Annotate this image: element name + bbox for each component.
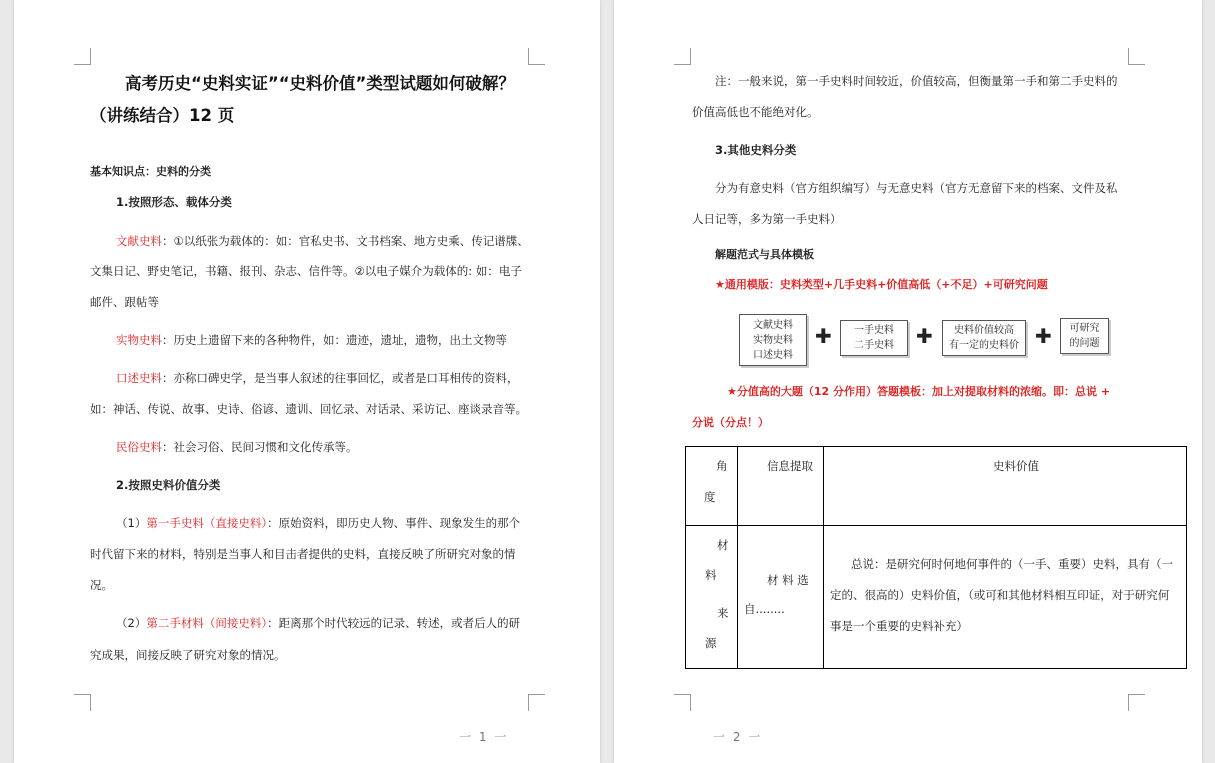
koushu-paragraph [116,369,519,387]
shiwu-label: 实物史料 [116,333,162,347]
first-hand-label: 第一手史料（直接史料） [146,516,268,530]
header-info: 信息提取 [767,459,813,473]
section1-heading: 1.按照形态、载体分类 [116,195,232,209]
flow-box-line: 实物史料 [753,334,793,346]
wenxian-paragraph [116,232,529,250]
value-line3: 事是一个重要的史料补充） [830,619,968,633]
minsu-paragraph [116,438,358,456]
section2-heading: 2.按照史料价值分类 [116,478,221,492]
big-question-line2: 分说（分点！） [692,416,769,429]
crop-mark [528,48,545,65]
other-line2: 人日记等，多为第一手史料） [692,212,842,226]
plus-icon: ✚ [815,324,832,348]
crop-mark [1128,48,1145,65]
first-hand-line1: ：原始资料，即历史人物、事件、现象发生的那个 [267,516,521,530]
flow-box-questions [1060,318,1109,354]
info-line2: 自........ [744,602,785,616]
note-line1: 注：一般来说，第一手史料时间较近，价值较高，但衡量第一手和第二手史料的 [715,74,1118,88]
header-value: 史料价值 [993,459,1039,473]
flow-box-line: 的问题 [1069,338,1100,349]
table-cell-value [824,526,1187,669]
table-cell-info [738,526,824,669]
flow-box-line: 一手史料 [854,325,894,336]
first-hand-line3: 况。 [90,578,113,592]
first-hand-prefix: （1） [116,516,147,530]
header-angle-a: 角 [716,459,728,473]
flow-box-line: 二手史料 [854,340,894,351]
document-page-2 [614,0,1202,763]
second-hand-line1: ：距离那个时代较远的记录、转述，或者后人的研 [267,616,521,630]
flow-box-source-types [739,314,807,366]
table-cell-source [686,526,738,669]
second-hand-label: 第二手材料（间接史料） [146,616,268,630]
table-header-cell-info [738,447,824,526]
second-hand-line2: 究成果，间接反映了研究对象的情况。 [90,648,286,662]
source-char: 料 [705,568,717,582]
crop-mark [74,694,91,711]
section3-heading: 3.其他史料分类 [715,143,797,157]
value-line2: 定的、很高的）史料价值，（或可和其他材料相互印证，对于研究何 [830,588,1170,602]
wenxian-line2: 文集日记、野史笔记，书籍、报刊、杂志、信件等。②以电子媒介为载体的: 如：电子 [90,264,522,278]
crop-mark [1128,694,1145,711]
crop-mark [674,48,691,65]
page-number: 一 1 一 [459,730,509,744]
koushu-line1: ：亦称口碑史学，是当事人叙述的往事回忆，或者是口耳相传的资料， [162,371,519,385]
source-char: 源 [705,636,717,650]
flow-box-value [942,320,1026,356]
second-hand-prefix: （2） [116,616,147,630]
table-header-cell-value [824,447,1187,526]
basic-heading: 基本知识点：史料的分类 [90,165,211,178]
value-line1: 总说：是研究何时何地何事件的（一手、重要）史料，具有（一 [851,557,1173,571]
crop-mark [528,694,545,711]
flow-box-hand [840,320,908,356]
second-hand-paragraph [116,614,520,632]
info-line1: 材 料 选 [767,573,809,587]
wenxian-line1: ：①以纸张为载体的：如：官私史书、文书档案、地方史乘、传记谱牒、 [162,234,529,248]
minsu-text: ：社会习俗、民间习惯和文化传承等。 [162,440,358,454]
koushu-line2: 如：神话、传说、故事、史诗、俗谚、遗训、回忆录、对话录、采访记、座谈录音等。 [90,402,527,416]
shiwu-text: ：历史上遗留下来的各种物件，如：遗迹，遗址，遗物，出土文物等 [162,333,507,347]
source-char: 材 [717,538,729,552]
plus-icon: ✚ [916,324,933,348]
table-row [686,526,1187,669]
general-template: ★通用模版：史料类型+几手史料+价值高低（+不足）+可研究问题 [715,278,1048,291]
flow-box-line: 史料价值较高 [954,325,1014,336]
answer-template-table [685,446,1187,669]
crop-mark [74,48,91,65]
other-line1: 分为有意史料（官方组织编写）与无意史料（官方无意留下来的档案、文件及私 [715,181,1118,195]
wenxian-label: 文献史料 [116,234,162,248]
document-page-1 [14,0,600,763]
flow-box-line: 口述史料 [753,349,793,361]
crop-mark [674,694,691,711]
header-angle-b: 度 [704,490,716,504]
flow-box-line: 有一定的史料价 [949,340,1019,351]
flow-box-line: 文献史料 [753,319,793,331]
flow-box-line: 可研究 [1069,323,1100,334]
template-heading: 解题范式与具体模板 [715,248,814,261]
source-char: 来 [717,606,729,620]
big-question-line1: ★分值高的大题（12 分作用）答题模板：加上对提取材料的浓缩。即：总说 + [727,385,1111,398]
first-hand-paragraph [116,514,520,532]
shiwu-paragraph [116,331,507,349]
note-line2: 价值高低也不能绝对化。 [692,105,819,119]
minsu-label: 民俗史料 [116,440,162,454]
plus-icon: ✚ [1035,324,1052,348]
wenxian-line3: 邮件、跟帖等 [90,295,159,309]
first-hand-line2: 时代留下来的材料，特别是当事人和目击者提供的史料，直接反映了所研究对象的情 [90,547,516,561]
document-title-line1: 高考历史“史料实证”“史料价值”类型试题如何破解？ [125,74,515,93]
page-number: 一 2 一 [713,730,763,744]
koushu-label: 口述史料 [116,371,162,385]
table-header-cell-angle [686,447,738,526]
table-header-row [686,447,1187,526]
document-title-line2: （讲练结合）12 页 [90,106,235,125]
